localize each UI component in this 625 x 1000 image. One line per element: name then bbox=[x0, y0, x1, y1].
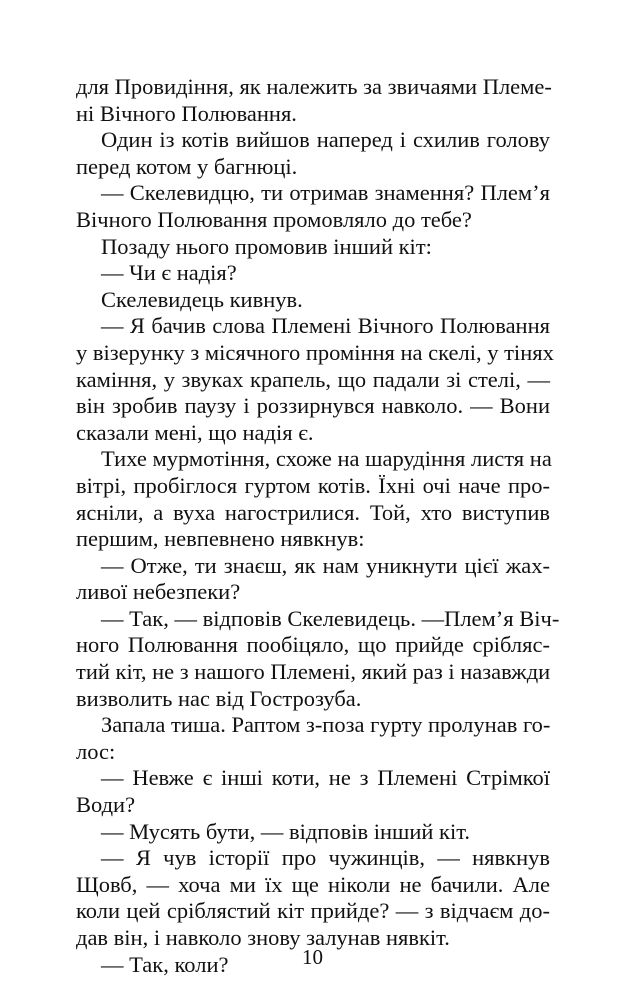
text-line: вітрі, пробіглося гуртом котів. Їхні очі наче про- bbox=[76, 472, 550, 498]
text-line: коли цей сріблястий кіт прийде? — з відчаєм до- bbox=[76, 898, 550, 924]
text-line: першим, невпевнено нявкнув: bbox=[76, 526, 365, 552]
text-line: у візерунку з місячного проміння на скелі, у тінях bbox=[76, 339, 554, 365]
text-line: для Провидіння, як належить за звичаями Племе- bbox=[76, 74, 552, 99]
text-line: тий кіт, не з нашого Племені, який раз і назавжди bbox=[76, 659, 551, 685]
text-line: — Чи є надія? bbox=[101, 260, 237, 286]
text-line: ливої небезпеки? bbox=[76, 579, 241, 605]
text-line: — Так, коли? bbox=[101, 951, 229, 977]
text-line: Скелевидець кивнув. bbox=[101, 286, 303, 312]
text-line: Один із котів вийшов наперед і схилив голову bbox=[101, 127, 550, 153]
body-text bbox=[76, 74, 560, 978]
text-line: — Так, — відповів Скелевидець. —Плем’я Віч- bbox=[101, 605, 560, 631]
text-line: каміння, у звуках крапель, що падали зі стелі, — bbox=[76, 366, 550, 392]
text-line: — Отже, ти знаєш, як нам уникнути цієї жах- bbox=[101, 552, 550, 578]
page-number: 10 bbox=[302, 945, 323, 969]
text-line: Запала тиша. Раптом з-поза гурту пролунав го- bbox=[101, 712, 551, 738]
text-line: ні Вічного Полювання. bbox=[76, 100, 297, 126]
text-line: Позаду нього промовив інший кіт: bbox=[101, 233, 432, 259]
text-line: дав він, і навколо знову залунав нявкіт. bbox=[76, 925, 450, 950]
text-line: сказали мені, що надія є. bbox=[76, 419, 314, 445]
text-line: визволить нас від Гострозуба. bbox=[76, 685, 362, 711]
text-line: Вічного Полювання промовляло до тебе? bbox=[76, 206, 472, 232]
text-line: він зробив паузу і роззирнувся навколо. — Вони bbox=[76, 393, 550, 419]
text-line: — Я чув історії про чужинців, — нявкнув bbox=[101, 845, 550, 871]
text-line: — Скелевидцю, ти отримав знамення? Плем’я bbox=[101, 180, 550, 206]
text-line: лос: bbox=[76, 738, 116, 764]
text-line: Тихе мурмотіння, схоже на шарудіння листя на bbox=[101, 446, 552, 472]
text-line: — Невже є інші коти, не з Племені Стрімкої bbox=[101, 765, 550, 791]
text-line: ного Полювання пообіцяло, що прийде срібляс- bbox=[76, 632, 550, 658]
text-line: перед котом у багнюці. bbox=[76, 153, 298, 179]
text-line: — Мусять бути, — відповів інший кіт. bbox=[101, 818, 470, 844]
text-line: — Я бачив слова Племені Вічного Полювання bbox=[101, 313, 550, 339]
text-line: ясніли, а вуха нагострилися. Той, хто виступив bbox=[76, 499, 550, 525]
text-line: Води? bbox=[76, 792, 136, 818]
text-line: Щовб, — хоча ми їх ще ніколи не бачили. Але bbox=[76, 871, 550, 897]
